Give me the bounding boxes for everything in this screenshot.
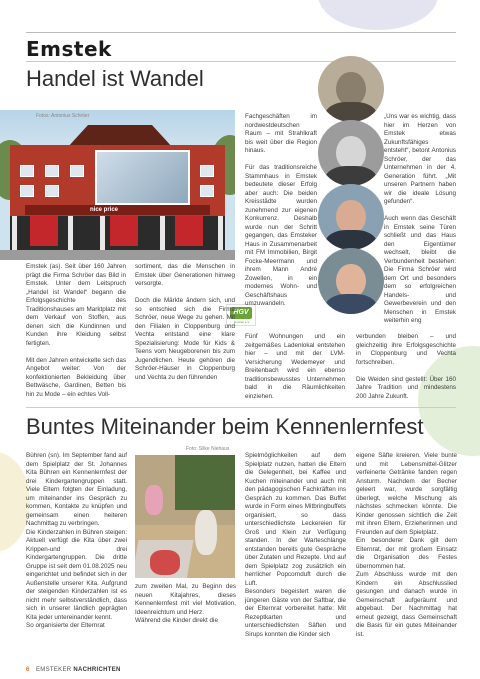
photo-awning	[175, 216, 203, 246]
photo-window	[45, 165, 59, 177]
publication-name-light: EMSTEKER	[36, 667, 72, 673]
article1-headline: Handel ist Wandel	[26, 66, 204, 91]
article-separator	[26, 407, 456, 408]
article2-headline: Buntes Miteinander beim Kennenlernfest	[26, 414, 424, 439]
publication-name	[36, 667, 121, 673]
photo-window	[70, 165, 84, 177]
photo-child	[145, 485, 163, 515]
portrait-man-3	[318, 184, 384, 250]
section-title: Emstek	[26, 37, 112, 61]
portrait-historic-2	[318, 120, 384, 186]
decorative-circle-top	[318, 0, 438, 30]
photo-credit: Fotos: Antonius Schröer	[36, 113, 90, 119]
photo-window	[200, 185, 214, 197]
photo-glass-facade	[95, 150, 190, 205]
top-rule	[26, 32, 456, 33]
photo-window	[20, 165, 34, 177]
photo-hedge	[175, 455, 235, 510]
section-rule	[26, 61, 456, 62]
article2-column-3: Spielmöglichkeiten auf dem Spielplatz nutzen, hatten die Eltern die Gelegenheit, bei Kaffee und Kuchen miteinander und auch mit den pädagogischen Fachkräften ins Gespräch zu kommen. Das Buffet wurde in Form eines Mitbringbuffets organisiert, so dass unterschiedlichste Leckereien für Groß und Klein zur Verfügung standen. In der Warteschlange entstanden bereits gute Gespräche über Zutaten und Rezepte. Und auf dem Spielplatz zog zusätzlich ein herrlicher Popcornduft durch die Luft. Besonders begeistert waren die jüngeren Gäste von der Saftbar, die der Elternrat vorbereitet hatte: Mit Rezeptkarten und unterschiedlichsten Säften und Sirups konnten die Kinder sich	[245, 452, 346, 638]
publication-name-bold: NACHRICHTEN	[73, 667, 121, 673]
article1-column-1: Emstek (as). Seit über 160 Jahren prägt die Firma Schröer das Bild in Emstek. Unter dem Leitspruch „Handel ist Wandel“ begann die Erfolgsgeschichte des Traditionshauses am Marktplatz mit dem Verkauf von Stoffen, aus denen sich die Kundinnen und Kunden ihre Kleidung selbst fertigten. Mit den Jahren entwickelte sich das Angebot weiter: Von der konfektionierten Bekleidung über Bettwäsche, Gardinen, Betten bis hin zu Mode – ein echtes Voll-	[26, 263, 126, 398]
photo-pavement	[0, 250, 235, 260]
portrait-historic-1	[318, 56, 384, 122]
photo-awning	[110, 216, 138, 246]
photo-window	[20, 185, 34, 197]
photo-child	[195, 510, 217, 555]
portrait-antonius-schroeer	[318, 248, 384, 314]
hgv-logo-mark: HGV	[230, 307, 252, 319]
article2-column-2: zum zweiten Mal, zu Beginn des neuen Kitajahres, dieses Kennenlernfest mit viel Motivation, Ideenreichtum und Herz. Während die Kinder direkt die	[135, 583, 236, 624]
photo-credit-2: Foto: Silke Niehaus	[186, 446, 230, 452]
photo-window	[200, 165, 214, 177]
photo-window	[45, 185, 59, 197]
photo-awning	[30, 216, 58, 246]
article1-column-2: sortiment, das die Menschen in Emstek über Generationen hinweg versorgte. Doch die Märkte ändern sich, und so entschied sich die Firma Schröer, neue Wege zu gehen. Mit den Filialen in Cloppenburg und Vechta entstand eine klare Spezialisierung: Mode für Kids & Teens vom Neugeborenen bis zum Jugendlichen. Heute gehören die Schröer-Häuser in Cloppenburg und Vechta zu den führenden	[135, 263, 235, 381]
store-photo	[0, 110, 235, 260]
kita-photo	[135, 455, 235, 578]
photo-cups	[150, 550, 180, 575]
article2-column-1: Bühren (sn). Im September fand auf dem Spielplatz der St. Johannes Kita Bühren ein Kennenlernfest der drei Kindergartengruppen statt. Viele Eltern folgten der Einladung, um miteinander ins Gespräch zu kommen, Kontakte zu knüpfen und gemeinsam einen heiteren Nachmittag zu verbringen. Die Kinderzahlen in Bühren steigen: Aktuell verfügt die Kita über zwei Krippen-und drei Kindergartengruppen. Die dritte Gruppe ist seit dem 01.08.2025 neu eingerichtet und befindet sich in der Außenstelle unserer Kita. Aufgrund der steigenden Kinderzahlen ist es nicht mehr selbstverständlich, dass sich in unserer ländlich geprägten Kita jeder untereinander kennt. So organisierte der Elternrat	[26, 452, 127, 629]
hgv-logo-sub: Emstek e.V.	[234, 320, 250, 324]
page-number: 6	[26, 667, 30, 673]
article1-column-3-bottom: Fünf Wohnungen und ein zeitgemäßes Ladenlokal entstehen hier – und mit der LVM-Versicherung Wedemeyer und Breitenbach wird ein ebenso traditionsbewusstes Unternehmen bald in die Räumlichkeiten einziehen.	[245, 333, 345, 400]
article1-column-4-bottom: verbunden bleiben – und gleichzeitig ihre Erfolgsgeschichte in Cloppenburg und Vechta fortschreiben. Die Weiden sind gestellt: Über 160 Jahre Tradition und mindestens 200 Jahre Zukunft.	[356, 333, 456, 400]
article1-column-3: Fachgeschäften im nordwestdeutschen Raum – mit Strahlkraft bis weit über die Region hinaus. Für das traditionsreiche Stammhaus in Emstek bedeutete dieser Erfolg aber auch: Die beiden Kreisstädte wurden zunehmend zur eigenen Konkurrenz. Deshalb wurde nun der Schritt gegangen, das Emsteker Haus in Zusammenarbeit mit FM Immobilien, Birgit Focke-Meermann und ihrem Mann André Zowellen, in ein modernes Wohn- und Geschäftshaus umzuwandeln.	[245, 113, 317, 307]
store-sign-text: nice price	[90, 207, 119, 213]
article1-column-4: „Uns war es wichtig, dass hier im Herzen von Emstek etwas Zukunftsfähiges entsteht“, betont Antonius Schröer, der das Unternehmen in der 4. Generation führt. „Mit unseren Partnern haben wir die ideale Lösung gefunden“. Auch wenn das Geschäft in Emstek seine Türen schließt und das Haus den Eigentümer wechselt, bleibt die Verbundenheit bestehen: Die Firma Schröer wird dem Ort und besonders dem so erfolgreichen Handels- und Gewerbeverein und den Menschen in Emstek weiterhin eng	[384, 113, 456, 324]
article2-column-4: eigene Säfte kreieren. Viele bunte und mit Lebensmittel-Glitzer verfeinerte Getränke fanden regen Ansturm. Nachdem der Becher geleert war, wurde sorgfältig überlegt, welche Mischung als nächstes schmecken könnte. Die Kinder genossen sichtlich die Zeit mit ihren Eltern, Erzieherinnen und Freunden auf dem Spielplatz. Ein besonderer Dank gilt dem Elternrat, der mit großem Einsatz die Organisation des Festes übernommen hat. Zum Abschluss wurde mit den Kindern ein Abschlusslied gesungen und danach wurde in Gemeinschaft aufgeräumt und abgebaut. Der Nachmittag hat erneut gezeigt, dass Gemeinschaft die Basis für ein gutes Miteinander ist.	[356, 452, 457, 638]
